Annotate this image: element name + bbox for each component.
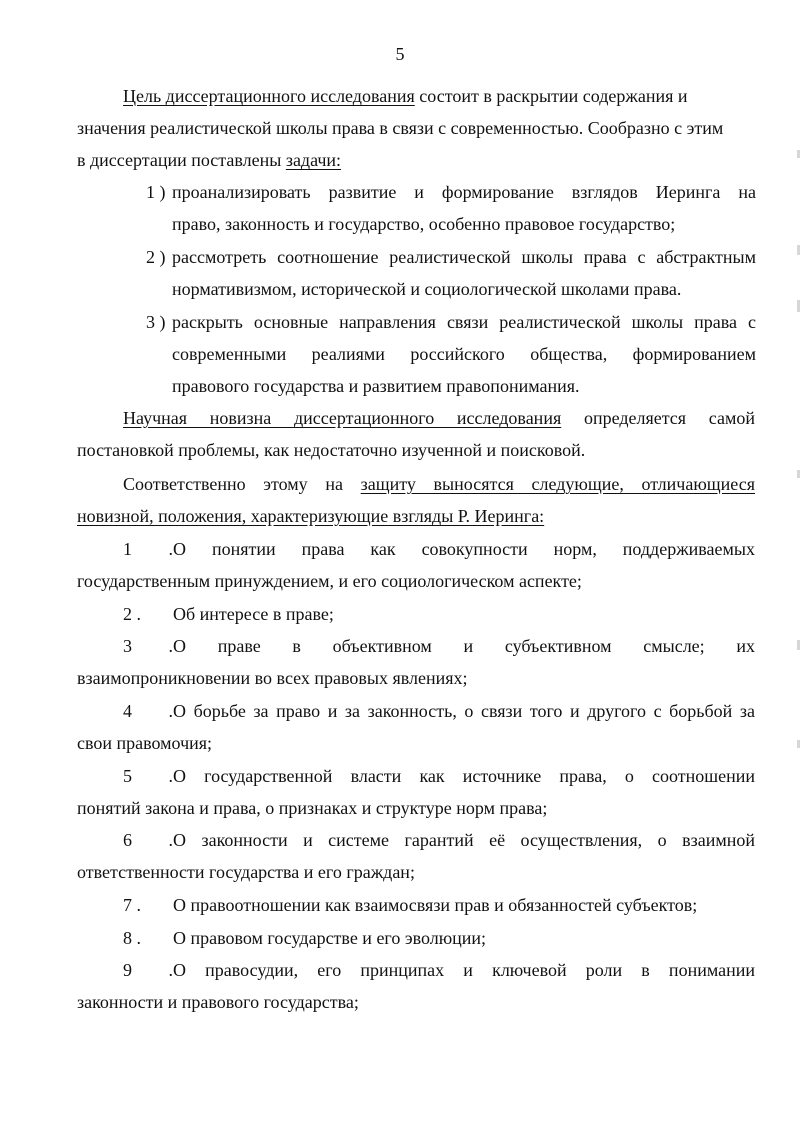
defense-label-2: новизной, положения, характеризующие взгляды Р. Иеринга:	[77, 506, 545, 526]
defense-line-2	[77, 500, 755, 533]
item-number: 3 .	[123, 636, 173, 656]
item-number: 2 .	[123, 604, 141, 624]
item-number: 7 .	[123, 895, 141, 915]
task-line: современными реалиями российского общества, формированием	[172, 344, 756, 364]
item-text: О правосудии, его принципах и ключевой роли в понимании	[173, 960, 755, 980]
goal-text-3: в диссертации поставлены	[77, 150, 286, 170]
goal-text-1: состоит в раскрытии содержания и	[414, 86, 688, 106]
list-item	[77, 695, 755, 728]
list-item	[77, 889, 755, 922]
task-line: нормативизмом, исторической и социологической школами права.	[172, 279, 682, 299]
list-item	[77, 954, 755, 987]
item-text: ответственности государства и его граждан;	[77, 862, 415, 882]
item-number: 9 .	[123, 960, 173, 980]
task-number: 2 )	[146, 247, 166, 267]
item-text: понятий закона и права, о признаках и структуре норм права;	[77, 798, 548, 818]
item-number: 5 .	[123, 766, 173, 786]
goal-label: Цель диссертационного исследования	[123, 86, 415, 106]
defense-paragraph	[77, 468, 755, 501]
item-text: О праве в объективном и субъективном смысле; их	[173, 636, 755, 656]
list-item-cont	[77, 565, 755, 598]
task-line: право, законность и государство, особенно правовое государство;	[172, 214, 676, 234]
tasks-label: задачи:	[285, 150, 342, 170]
list-item-cont	[77, 986, 755, 1019]
list-item	[77, 598, 755, 631]
item-text: О законности и системе гарантий её осуществления, о взаимной	[173, 830, 755, 850]
goal-line-3	[77, 144, 755, 177]
list-item-cont	[77, 727, 755, 760]
novelty-text-2: постановкой проблемы, как недостаточно изученной и поисковой.	[77, 440, 586, 460]
novelty-text-1: определяется самой	[561, 408, 756, 428]
list-item	[77, 824, 755, 857]
novelty-label: Научная новизна диссертационного исследования	[123, 408, 562, 428]
item-text: законности и правового государства;	[77, 992, 359, 1012]
task-number: 1 )	[146, 182, 166, 202]
item-text: О правоотношении как взаимосвязи прав и обязанностей субъектов;	[173, 895, 698, 915]
task-item	[146, 306, 756, 339]
task-number: 3 )	[146, 312, 166, 332]
page-number: 5	[395, 44, 405, 64]
novelty-line-2	[77, 434, 755, 467]
list-item-cont	[77, 792, 755, 825]
goal-line-2	[77, 112, 755, 145]
task-line: рассмотреть соотношение реалистической школы права с абстрактным	[172, 247, 756, 267]
item-number: 8 .	[123, 928, 141, 948]
list-item	[77, 760, 755, 793]
goal-text-2: значения реалистической школы права в связи с современностью. Сообразно с этим	[77, 118, 724, 138]
task-item-cont	[172, 338, 756, 371]
defense-intro: Соответственно этому на	[123, 474, 361, 494]
item-number: 4 .	[123, 701, 173, 721]
goal-paragraph	[77, 80, 755, 113]
list-item-cont	[77, 662, 755, 695]
task-item-cont	[172, 273, 756, 306]
item-text: О борьбе за право и за законность, о связи того и другого с борьбой за	[173, 701, 755, 721]
item-text: свои правомочия;	[77, 733, 213, 753]
list-item	[77, 922, 755, 955]
list-item	[77, 533, 755, 566]
task-item-cont	[172, 370, 756, 403]
task-line: правового государства и развитием правопонимания.	[172, 376, 580, 396]
item-text: взаимопроникновении во всех правовых явлениях;	[77, 668, 468, 688]
list-item-cont	[77, 856, 755, 889]
task-item	[146, 176, 756, 209]
task-item-cont	[172, 208, 756, 241]
task-line: проанализировать развитие и формирование взглядов Иеринга на	[172, 182, 756, 202]
task-item	[146, 241, 756, 274]
list-item	[77, 630, 755, 663]
item-number: 6 .	[123, 830, 173, 850]
item-text: О государственной власти как источнике права, о соотношении	[173, 766, 755, 786]
novelty-paragraph	[77, 402, 755, 435]
item-number: 1 .	[123, 539, 173, 559]
item-text: Об интересе в праве;	[173, 604, 334, 624]
item-text: О понятии права как совокупности норм, поддерживаемых	[173, 539, 755, 559]
defense-label-1: защиту выносятся следующие, отличающиеся	[360, 474, 755, 494]
item-text: О правовом государстве и его эволюции;	[173, 928, 487, 948]
task-line: раскрыть основные направления связи реалистической школы права с	[172, 312, 756, 332]
item-text: государственным принуждением, и его социологическом аспекте;	[77, 571, 582, 591]
